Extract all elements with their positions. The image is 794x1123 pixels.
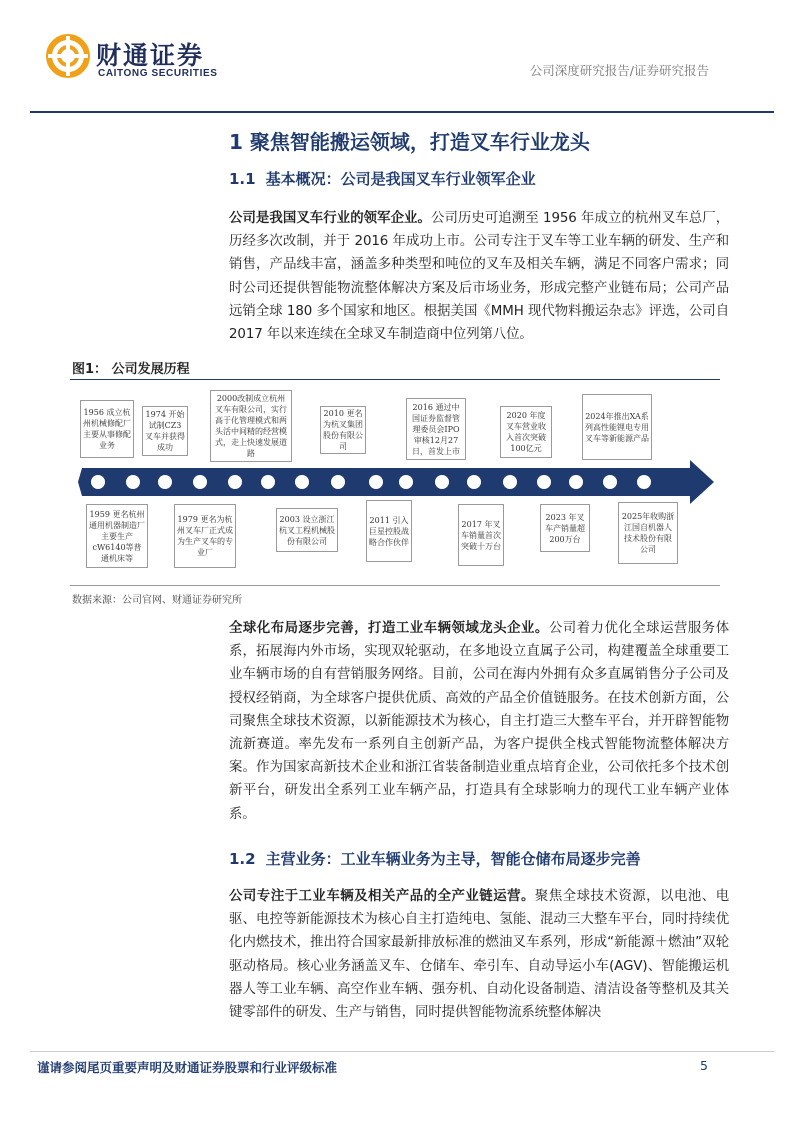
bottom-timeline-event: 2025年收购浙江国自机器人技术股份有限公司 xyxy=(618,502,678,564)
subsection-title-1-2 xyxy=(229,848,641,869)
bottom-timeline-event: 2023 年叉车产销量超200万台 xyxy=(540,504,590,552)
timeline-dot xyxy=(295,475,309,489)
timeline-dot xyxy=(193,475,207,489)
paragraph-overview xyxy=(229,207,729,346)
bottom-timeline-event: 2017 年叉车销量首次突破十万台 xyxy=(458,504,504,566)
bottom-timeline-event: 1959 更名杭州通用机器制造厂主要生产cW6140等普通机床等 xyxy=(86,504,148,568)
bottom-timeline-event: 1979 更名为杭州叉车厂正式成为生产叉车的专业厂 xyxy=(174,504,236,568)
header-divider xyxy=(30,111,774,113)
bottom-timeline-event: 2011 引入巨星控股战略合作伙伴 xyxy=(366,500,412,562)
figure-source: 数据来源：公司官网、财通证券研究所 xyxy=(72,595,242,606)
paragraph-lead: 公司是我国叉车行业的领军企业。 xyxy=(229,211,431,226)
top-timeline-event: 1974 开始试制CZ3叉车并获得成功 xyxy=(142,406,188,456)
top-timeline-event: 2010 更名为杭叉集团股份有限公司 xyxy=(320,406,366,454)
timeline-dot xyxy=(637,475,651,489)
timeline-dot xyxy=(537,475,551,489)
top-timeline-event: 1956 成立杭州机械修配厂主要从事修配业务 xyxy=(80,400,134,458)
paragraph-body: 公司历史可追溯至 1956 年成立的杭州叉车总厂，历经多次改制，并于 2016 年成功上市。公司专注于叉车等工业车辆的研发、生产和销售，产品线丰富，涵盖多种类型和吨位的叉车及相关车辆，满足不同客户需求；同时公司还提供智能物流整体解决方案及后市场业务，形成完整产业链布局；公司产品远销全球 180 多个国家和地区。根据美国《MMH 现代物料搬运杂志》评选，公司自 2017 年以来连续在全球叉车制造商中位列第八位。 xyxy=(229,211,729,343)
timeline-dot xyxy=(126,475,140,489)
top-timeline-event: 2024年推出XA系列高性能锂电专用叉车等新能源产品 xyxy=(582,394,652,460)
footer-divider xyxy=(30,1051,774,1052)
paragraph-global xyxy=(229,617,729,826)
timeline-dot xyxy=(369,475,383,489)
report-type: 公司深度研究报告/证券研究报告 xyxy=(529,63,709,78)
paragraph-lead: 全球化布局逐步完善，打造工业车辆领域龙头企业。 xyxy=(229,621,549,636)
timeline-dot xyxy=(435,475,449,489)
timeline-dot xyxy=(603,475,617,489)
timeline-dot xyxy=(228,475,242,489)
figure-divider-bottom xyxy=(70,585,720,586)
timeline-dot xyxy=(331,475,345,489)
bottom-timeline-event: 2003 设立浙江杭叉工程机械股份有限公司 xyxy=(276,508,338,552)
figure-title: 图1： 公司发展历程 xyxy=(72,362,190,377)
timeline-dot xyxy=(91,475,105,489)
top-timeline-event: 2000改制成立杭州叉车有限公司，实行高于化管理模式和两头活中间精的经营模式，走上快速发展道路 xyxy=(210,390,292,462)
footer-disclaimer-link[interactable]: 谨请参阅尾页重要声明及财通证券股票和行业评级标准 xyxy=(37,1060,338,1075)
top-timeline-event: 2016 通过中国证券监督管理委员会IPO审核12月27日，首发上市 xyxy=(406,398,466,460)
subsection-number: 1.2 xyxy=(229,850,256,868)
timeline-dot xyxy=(261,475,275,489)
subsection-heading: 基本概况：公司是我国叉车行业领军企业 xyxy=(265,170,536,188)
paragraph-lead: 公司专注于工业车辆及相关产品的全产业链运营。 xyxy=(229,889,535,904)
logo-text-cn: 财通证券 xyxy=(96,41,205,70)
timeline-dot xyxy=(158,475,172,489)
section-title: 1 聚焦智能搬运领域，打造叉车行业龙头 xyxy=(229,130,590,154)
logo-text-en: CAITONG SECURITIES xyxy=(98,68,218,79)
top-timeline-event: 2020 年度叉车营业收入首次突破100亿元 xyxy=(500,406,552,458)
caitong-logo-icon xyxy=(46,34,90,78)
figure-divider-top xyxy=(70,379,720,380)
timeline-dot xyxy=(569,475,583,489)
subsection-heading: 主营业务：工业车辆业务为主导，智能仓储布局逐步完善 xyxy=(265,850,641,868)
timeline-figure xyxy=(70,384,720,580)
paragraph-body: 公司着力优化全球运营服务体系，拓展海内外市场，实现双轮驱动，在多地设立直属子公司，构建覆盖全球重要工业车辆市场的自有营销服务网络。目前，公司在海内外拥有众多直属销售分子公司及授权经销商，为全球客户提供优质、高效的产品全价值链服务。在技术创新方面，公司聚焦全球技术资源，以新能源技术为核心，自主打造三大整车平台，并开辟智能物流新赛道。率先发布一系列自主创新产品，为客户提供全栈式智能物流整体解决方案。作为国家高新技术企业和浙江省装备制造业重点培育企业，公司依托多个技术创新平台，研发出全系列工业车辆产品，打造具有全球影响力的现代工业车辆产业体系。 xyxy=(229,621,730,822)
paragraph-body: 聚焦全球技术资源，以电池、电驱、电控等新能源技术为核心自主打造纯电、氢能、混动三大整车平台，同时持续优化内燃技术，推出符合国家最新排放标准的燃油叉车系列，形成“新能源＋燃油”双轮驱动格局。核心业务涵盖叉车、仓储车、牵引车、自动导运小车(AGV)、智能搬运机器人等工业车辆、高空作业车辆、强夯机、自动化设备制造、清洁设备等整机及其关键零部件的研发、生产与销售，同时提供智能物流系统整体解决 xyxy=(229,889,729,1021)
timeline-dot xyxy=(467,475,481,489)
paragraph-business xyxy=(229,885,729,1024)
subsection-title-1-1 xyxy=(229,168,536,189)
page-number: 5 xyxy=(700,1058,708,1073)
timeline-dot xyxy=(503,475,517,489)
subsection-number: 1.1 xyxy=(229,170,256,188)
timeline-dot xyxy=(399,475,413,489)
page-header xyxy=(0,0,794,112)
